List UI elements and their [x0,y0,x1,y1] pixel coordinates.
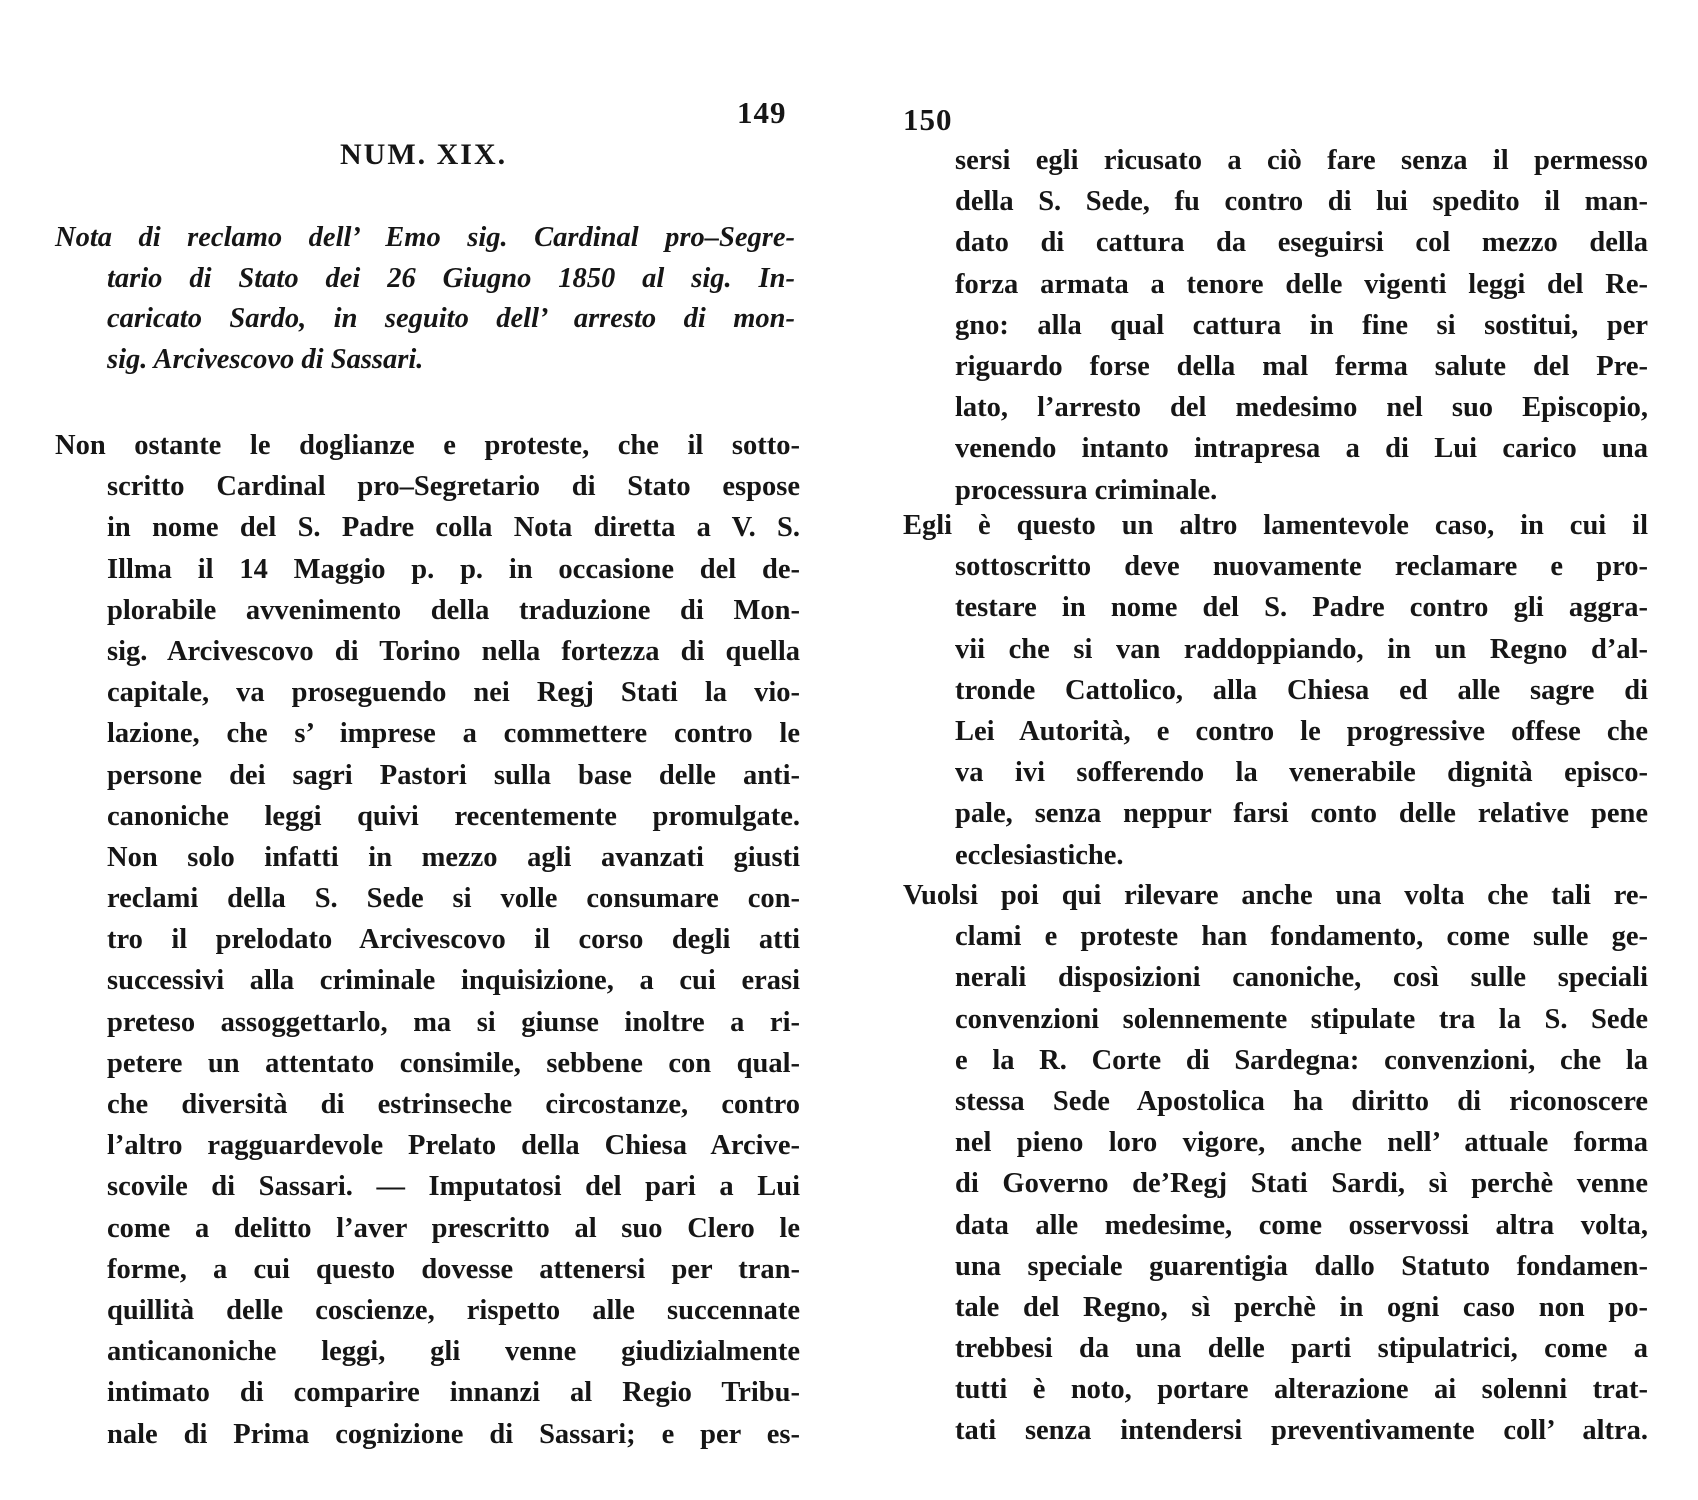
text-line: ecclesiastiche. [955,839,1124,871]
title-line: caricato Sardo, in seguito dell’ arresto di mon- [107,303,795,334]
text-line: dato di cattura da eseguirsi col mezzo della [955,227,1648,259]
title-line: tario di Stato dei 26 Giugno 1850 al sig. In- [107,262,795,294]
document-title [55,218,795,380]
text-line: come a delitto l’aver prescritto al suo Clero le [107,1212,800,1244]
text-line: sersi egli ricusato a ciò fare senza il permesso [955,145,1648,176]
text-line: di Governo de’Regj Stati Sardi, sì perchè venne [955,1168,1648,1200]
text-line: canoniche leggi quivi recentemente promulgate. [107,800,800,832]
text-line: pale, senza neppur farsi conto delle relative pene [955,798,1648,830]
body-paragraph [55,425,800,1455]
text-line: Illma il 14 Maggio p. p. in occasione del de- [107,553,800,585]
text-line: vii che si van raddoppiando, in un Regno d’al- [955,633,1648,665]
title-line: sig. Arcivescovo di Sassari. [107,343,424,375]
text-line: tutti è noto, portare alterazione ai solenni trat- [955,1374,1648,1406]
document-heading: NUM. XIX. [340,138,508,171]
text-line: clami e proteste han fondamento, come sulle ge- [955,921,1648,953]
text-line: nale di Prima cognizione di Sassari; e per es- [107,1418,800,1450]
text-line: convenzioni solennemente stipulate tra la S. Sede [955,1003,1648,1035]
text-line: reclami della S. Sede si volle consumare con- [107,883,800,915]
text-line: persone dei sagri Pastori sulla base delle anti- [107,759,800,791]
text-line: quillità delle coscienze, rispetto alle succennate [107,1294,800,1326]
text-line: testare in nome del S. Padre contro gli aggra- [955,592,1648,624]
text-line: Non solo infatti in mezzo agli avanzati giusti [107,841,800,873]
text-line: una speciale guarentigia dallo Statuto fondamen- [955,1250,1648,1282]
text-line: scovile di Sassari. — Imputatosi del pari a Lui [107,1171,800,1203]
text-line: sig. Arcivescovo di Torino nella fortezza di quella [107,635,800,667]
text-line: intimato di comparire innanzi al Regio Tribu- [107,1377,800,1409]
text-line: tati senza intendersi preventivamente coll’ altra. [955,1415,1648,1447]
text-line: lazione, che s’ imprese a commettere contro le [107,718,800,750]
text-line: e la R. Corte di Sardegna: convenzioni, che la [955,1044,1648,1076]
text-line: capitale, va proseguendo nei Regj Stati la vio- [107,677,800,709]
text-line: successivi alla criminale inquisizione, a cui erasi [107,965,800,997]
text-line: va ivi sofferendo la venerabile dignità episco- [955,757,1648,789]
text-line: petere un attentato consimile, sebbene con qual- [107,1047,800,1079]
text-line: forza armata a tenore delle vigenti leggi del Re- [955,268,1648,300]
text-line: gno: alla qual cattura in fine si sostitui, per [955,309,1648,341]
text-line: sottoscritto deve nuovamente reclamare e pro- [955,551,1648,583]
text-line: della S. Sede, fu contro di lui spedito il man- [955,186,1648,218]
text-line: che diversità di estrinseche circostanze, contro [107,1089,800,1120]
text-line: l’altro ragguardevole Prelato della Chiesa Arcive- [107,1130,800,1162]
page-number-left: 149 [737,95,787,130]
body-paragraph [903,875,1648,1452]
left-page [55,0,800,1500]
text-line: data alle medesime, come osservossi altra volta, [955,1209,1648,1241]
text-line: preteso assoggettarlo, ma si giunse inoltre a ri- [107,1006,800,1038]
page-number-right: 150 [903,102,953,137]
text-line: tale del Regno, sì perchè in ogni caso non po- [955,1291,1648,1323]
body-paragraph [903,505,1648,876]
body-paragraph [903,140,1648,511]
text-line: stessa Sede Apostolica ha diritto di riconoscere [955,1085,1648,1117]
text-line: scritto Cardinal pro–Segretario di Stato espose [107,471,800,503]
text-line: trebbesi da una delle parti stipulatrici, come a [955,1333,1648,1365]
text-line: plorabile avvenimento della traduzione di Mon- [107,594,800,626]
text-line: venendo intanto intrapresa a di Lui carico una [955,433,1648,465]
title-line: Nota di reclamo dell’ Emo sig. Cardinal pro–Segre- [55,222,795,253]
text-line: tro il prelodato Arcivescovo il corso degli atti [107,924,800,956]
text-line: Lei Autorità, e contro le progressive offese che [955,715,1648,747]
text-line: nel pieno loro vigore, anche nell’ attuale forma [955,1127,1648,1159]
text-line: lato, l’arresto del medesimo nel suo Episcopio, [955,392,1648,424]
text-line: tronde Cattolico, alla Chiesa ed alle sagre di [955,674,1648,706]
text-line: Egli è questo un altro lamentevole caso, in cui il [903,510,1648,541]
right-page [903,0,1648,1500]
text-line: nerali disposizioni canoniche, così sulle speciali [955,962,1648,994]
text-line: riguardo forse della mal ferma salute del Pre- [955,350,1648,382]
text-line: processura criminale. [955,474,1218,506]
text-line: Vuolsi poi qui rilevare anche una volta che tali re- [903,880,1648,911]
text-line: Non ostante le doglianze e proteste, che il sotto- [55,430,800,461]
text-line: in nome del S. Padre colla Nota diretta a V. S. [107,512,800,544]
text-line: anticanoniche leggi, gli venne giudizialmente [107,1336,800,1368]
text-line: forme, a cui questo dovesse attenersi per tran- [107,1253,800,1285]
